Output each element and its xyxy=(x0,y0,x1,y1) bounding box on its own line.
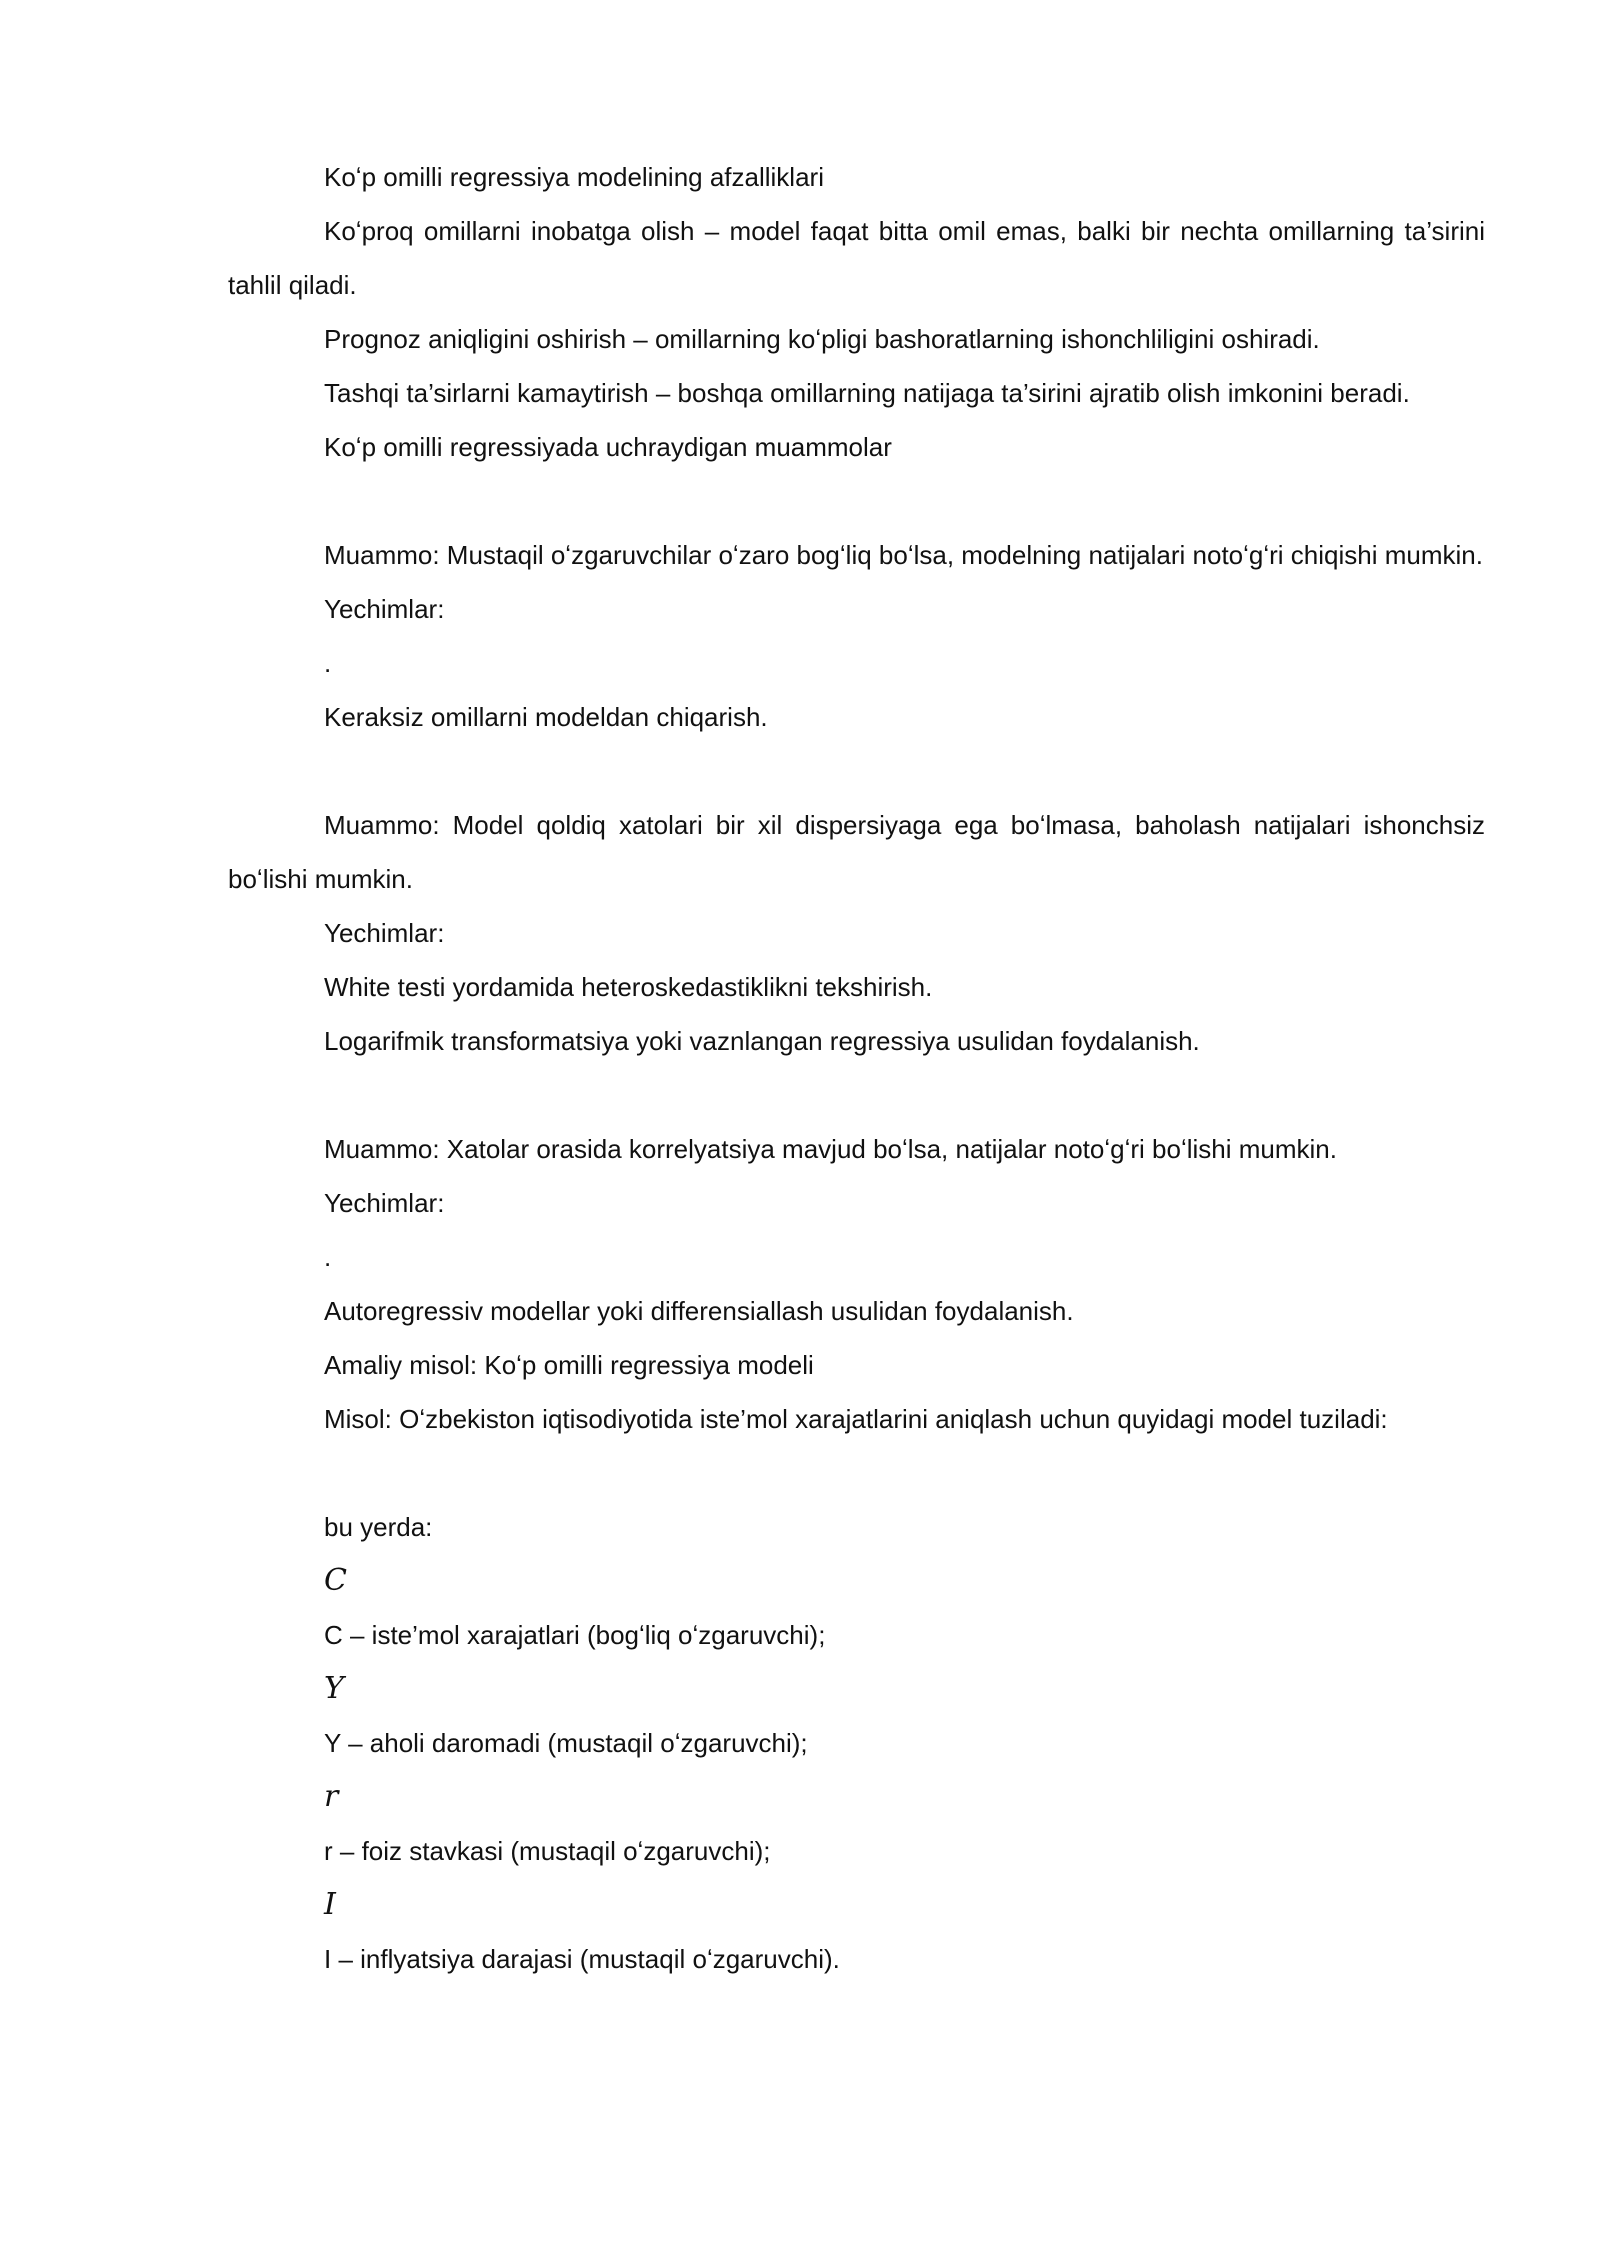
paragraph-forecast-accuracy: Prognoz aniqligini oshirish – omillarning koʻpligi bashoratlarning ishonchliligini oshiradi. xyxy=(324,324,1320,354)
spacer xyxy=(228,1068,1485,1122)
heading-practical-example: Amaliy misol: Koʻp omilli regressiya modeli xyxy=(324,1350,814,1380)
spacer xyxy=(228,474,1485,528)
paragraph-log-transform: Logarifmik transformatsiya yoki vaznlangan regressiya usulidan foydalanish. xyxy=(324,1026,1200,1056)
heading-advantages: Koʻp omilli regressiya modelining afzalliklari xyxy=(324,162,824,192)
spacer xyxy=(228,1446,1485,1500)
paragraph-problem-multicollinearity: Muammo: Mustaqil oʻzgaruvchilar oʻzaro bogʻliq boʻlsa, modelning natijalari notoʻgʻri chiqishi mumkin. xyxy=(324,540,1483,570)
paragraph-white-test: White testi yordamida heteroskedastiklikni tekshirish. xyxy=(324,972,933,1002)
paragraph-problem-autocorrelation: Muammo: Xatolar orasida korrelyatsiya mavjud boʻlsa, natijalar notoʻgʻri boʻlishi mumkin. xyxy=(324,1134,1337,1164)
spacer xyxy=(228,744,1485,798)
definition-r: r – foiz stavkasi (mustaqil oʻzgaruvchi); xyxy=(324,1836,771,1866)
definition-i: I – inflyatsiya darajasi (mustaqil oʻzgaruvchi). xyxy=(324,1944,840,1974)
paragraph-problem-heteroskedasticity: Muammo: Model qoldiq xatolari bir xil dispersiyaga ega boʻlmasa, baholash natijalari ishonchsiz boʻlishi mumkin. xyxy=(228,810,1485,894)
heading-problems: Koʻp omilli regressiyada uchraydigan muammolar xyxy=(324,432,892,462)
label-solutions: Yechimlar: xyxy=(324,918,445,948)
label-where: bu yerda: xyxy=(324,1512,433,1542)
definition-y: Y – aholi daromadi (mustaqil oʻzgaruvchi); xyxy=(324,1728,808,1758)
label-solutions: Yechimlar: xyxy=(324,594,445,624)
paragraph-external-effects: Tashqi ta’sirlarni kamaytirish – boshqa omillarning natijaga ta’sirini ajratib olish imkonini beradi. xyxy=(324,378,1410,408)
definition-c: C – iste’mol xarajatlari (bogʻliq oʻzgaruvchi); xyxy=(324,1620,826,1650)
list-dot: . xyxy=(324,1242,332,1272)
math-variable-y: Y xyxy=(324,1671,344,1706)
math-variable-r: r xyxy=(324,1779,339,1814)
list-dot: . xyxy=(324,648,332,678)
paragraph-more-factors: Koʻproq omillarni inobatga olish – model faqat bitta omil emas, balki bir nechta omillarning ta’sirini tahlil qiladi. xyxy=(228,216,1485,300)
paragraph-autoregressive: Autoregressiv modellar yoki differensiallash usulidan foydalanish. xyxy=(324,1296,1074,1326)
paragraph-example-intro: Misol: Oʻzbekiston iqtisodiyotida iste’mol xarajatlarini aniqlash uchun quyidagi model tuziladi: xyxy=(324,1404,1388,1434)
label-solutions: Yechimlar: xyxy=(324,1188,445,1218)
math-variable-i: I xyxy=(324,1887,336,1922)
math-variable-c: C xyxy=(324,1563,347,1598)
paragraph-remove-factors: Keraksiz omillarni modeldan chiqarish. xyxy=(324,702,768,732)
